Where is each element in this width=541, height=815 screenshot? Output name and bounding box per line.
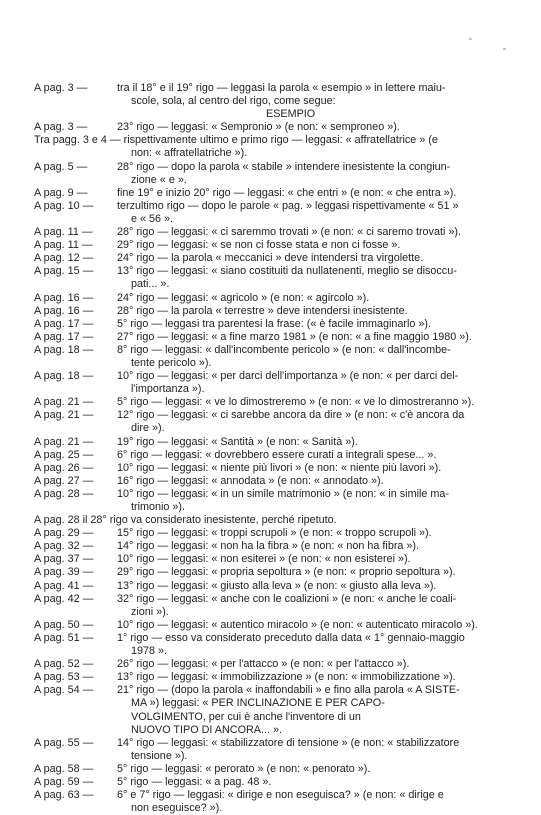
errata-line: 5° rigo — leggasi tra parentesi la frase: (« è facile immaginarlo »). [117,317,431,330]
errata-line: 10° rigo — leggasi: « autentico miracolo » (e non: « autenticato miracolo »). [117,618,478,631]
page-reference: A pag. 54 — [34,684,94,697]
errata-entry [34,436,514,449]
errata-entry [34,776,514,789]
errata-line: 12° rigo — leggasi: « ci sarebbe ancora da dire » (e non: « c'è ancora da [117,409,465,422]
page-reference: A pag. 37 — [34,553,94,566]
errata-entry [34,331,514,344]
errata-line: terzultimo rigo — dopo le parole « pag. » leggasi rispettivamente « 51 » [117,199,459,212]
errata-line: A pag. 28 il 28° rigo va considerato inesistente, perché ripetuto. [34,514,337,527]
errata-entry [34,200,514,226]
page-reference: A pag. 55 — [34,736,94,749]
errata-line: 16° rigo — leggasi: « annodata » (e non: « annodato »). [117,474,384,487]
page-reference: A pag. 3 — [34,82,88,94]
errata-line: 29° rigo — leggasi: « se non ci fosse stata e non ci fosse ». [117,239,401,252]
errata-line: 29° rigo — leggasi: « propria sepoltura » (e non: « proprio sepoltura »). [117,566,456,579]
errata-entry [34,305,514,318]
errata-line: NUOVO TIPO DI ANCORA... ». [131,723,282,736]
page-reference: A pag. 63 — [34,789,94,802]
page-reference: A pag. 52 — [34,658,94,671]
errata-line: non eseguisce? »). [131,802,223,815]
errata-line: 6° rigo — leggasi: « dovrebbero essere curati a integrali spese... ». [117,448,437,461]
errata-line: 26° rigo — leggasi: « per l'attacco » (e non: « per l'attacco »). [117,658,410,671]
errata-entry [34,134,514,160]
errata-line: 10° rigo — leggasi: « niente più livori » (e non: « niente più lavori »). [117,461,442,474]
errata-line: 19° rigo — leggasi: « Santità » (e non: « Sanità »). [117,435,358,448]
errata-line: 13° rigo — leggasi: « giusto alla leva » (e non: « giusto alla leva »). [117,579,437,592]
page-reference: A pag. 42 — [34,592,94,605]
errata-line: tente pericolo »). [131,356,212,369]
page-reference: A pag. 15 — [34,265,94,278]
errata-entry [34,488,514,514]
errata-entry [34,121,514,134]
errata-entry [34,789,514,815]
errata-line: scole, sola, al centro del rigo, come segue: [131,95,336,108]
errata-entry [34,396,514,409]
page-reference: A pag. 3 — [34,121,88,134]
errata-line: e « 56 ». [131,212,174,225]
errata-line: 27° rigo — leggasi: « a fine marzo 1981 » (e non: « a fine maggio 1980 »). [117,330,472,343]
errata-line: ESEMPIO [266,108,316,121]
page-reference: A pag. 12 — [34,252,94,265]
errata-line: 14° rigo — leggasi: « stabilizzatore di tensione » (e non: « stabilizzatore [117,736,460,749]
errata-line: zioni »). [131,605,169,618]
errata-line: non: « affratellatriche »). [131,147,248,160]
errata-line: fine 19° e inizio 20° rigo — leggasi: « che entri » (e non: « che entra »). [117,186,457,199]
errata-entry [34,527,514,540]
errata-line: VOLGIMENTO, per cui è anche l'inventore di un [131,710,361,723]
page-reference: A pag. 21 — [34,409,94,422]
errata-entry [34,161,514,187]
page-reference: A pag. 58 — [34,762,94,775]
errata-line: 24° rigo — la parola « meccanici » deve intendersi tra virgolette. [117,252,424,265]
errata-line: Tra pagg. 3 e 4 — rispettivamente ultimo e primo rigo — leggasi: « affratellatrice » (e [34,134,438,147]
errata-line: zione « e ». [131,173,187,186]
errata-line: 21° rigo — (dopo la parola « inaffondabili » e fino alla parola « A SISTE- [117,684,460,697]
errata-entry [34,514,514,527]
errata-entry [34,632,514,658]
errata-line: 15° rigo — leggasi: « troppi scrupoli » (e non: « troppo scrupoli »). [117,527,432,540]
errata-line: 10° rigo — leggasi: « non esiterei » (e non: « non esisterei »). [117,553,411,566]
page-reference: A pag. 11 — [34,226,93,239]
errata-line: pati... ». [131,278,170,291]
errata-entry [34,252,514,265]
errata-entry [34,580,514,593]
page-reference: A pag. 41 — [34,579,94,592]
errata-line: 28° rigo — dopo la parola « stabile » intendere inesistente la congiun- [117,160,451,173]
page-reference: A pag. 21 — [34,396,94,409]
errata-line: 5° rigo — leggasi: « ve lo dimostreremo » (e non: « ve lo dimostreranno »). [117,396,475,409]
page-reference: A pag. 17 — [34,330,94,343]
errata-line: trimonio »). [131,501,186,513]
errata-line: tensione »). [131,749,188,762]
errata-entry [34,344,514,370]
page-reference: A pag. 29 — [34,527,94,540]
page-reference: A pag. 11 — [34,239,93,252]
errata-entry [34,462,514,475]
errata-line: 32° rigo — leggasi: « anche con le coalizioni » (e non: « anche le coali- [117,592,457,605]
errata-entry [34,226,514,239]
errata-entry [34,671,514,684]
errata-entry [34,82,514,121]
page-reference: A pag. 59 — [34,775,94,788]
page-reference: A pag. 16 — [34,304,94,317]
errata-line: l'importanza »). [131,383,205,396]
errata-line: 28° rigo — leggasi: « ci saremmo trovati » (e non: « ci saremo trovati »). [117,226,461,239]
paper-speck [503,48,506,50]
errata-line: 14° rigo — leggasi: « non ha la fibra » (e non: « non ha fibra »). [117,540,420,553]
page-reference: A pag. 28 — [34,487,94,500]
errata-line: 13° rigo — leggasi: « immobilizzazione » (e non: « immobilizzatione »). [117,671,456,684]
paper-speck [469,38,472,40]
page-reference: A pag. 53 — [34,671,94,684]
errata-entry [34,593,514,619]
errata-line: 1° rigo — esso va considerato preceduto dalla data « 1° gennaio-maggio [117,631,465,644]
page-reference: A pag. 18 — [34,370,94,383]
page-reference: A pag. 21 — [34,435,94,448]
errata-entry [34,566,514,579]
errata-line: 1978 ». [131,645,168,658]
errata-line: 10° rigo — leggasi: « in un simile matrimonio » (e non: « in simile ma- [117,487,449,500]
page-reference: A pag. 50 — [34,618,94,631]
errata-line: 28° rigo — la parola « terrestre » deve intendersi inesistente. [117,304,408,317]
errata-line: 6° e 7° rigo — leggasi: « dirige e non eseguisca? » (e non: « dirige e [117,789,444,802]
errata-entry [34,187,514,200]
page-reference: A pag. 26 — [34,461,94,474]
page-reference: A pag. 5 — [34,160,88,173]
errata-line: dire »). [131,422,165,435]
errata-entry [34,265,514,291]
page-reference: A pag. 39 — [34,566,94,579]
errata-line: 13° rigo — leggasi: « siano costituiti da nullatenenti, meglio se disoccu- [117,265,457,278]
errata-entry [34,619,514,632]
errata-entry [34,292,514,305]
errata-line: 23° rigo — leggasi: « Sempronio » (e non: « semproneo »). [117,121,400,134]
page-reference: A pag. 17 — [34,317,94,330]
page-reference: A pag. 9 — [34,186,88,199]
errata-entry [34,318,514,331]
errata-entry [34,370,514,396]
page-reference: A pag. 51 — [34,631,94,644]
errata-entry [34,239,514,252]
errata-line: 5° rigo — leggasi: « a pag. 48 ». [117,775,272,788]
errata-entry [34,475,514,488]
errata-line: 8° rigo — leggasi: « dall'incombente pericolo » (e non: « dall'incombe- [117,343,451,356]
errata-entry [34,553,514,566]
errata-entry [34,409,514,435]
errata-line: MA ») leggasi: « PER INCLINAZIONE E PER CAPO- [131,697,385,710]
page-reference: A pag. 25 — [34,448,94,461]
errata-entry [34,658,514,671]
page-reference: A pag. 27 — [34,474,94,487]
page-reference: A pag. 32 — [34,540,94,553]
errata-entry [34,763,514,776]
errata-entry [34,737,514,763]
errata-line: 5° rigo — leggasi: « perorato » (e non: « penorato »). [117,762,371,775]
errata-line: tra il 18° e il 19° rigo — leggasi la parola « esempio » in lettere maiu- [117,82,446,94]
errata-list [34,82,514,815]
page-reference: A pag. 18 — [34,343,94,356]
page-reference: A pag. 16 — [34,291,94,304]
errata-line: 24° rigo — leggasi: « agricolo » (e non: « agircolo »). [117,291,370,304]
errata-entry [34,449,514,462]
errata-entry [34,540,514,553]
page-reference: A pag. 10 — [34,199,94,212]
errata-entry [34,684,514,736]
errata-line: 10° rigo — leggasi: « per darci dell'importanza » (e non: « per darci del- [117,370,459,383]
